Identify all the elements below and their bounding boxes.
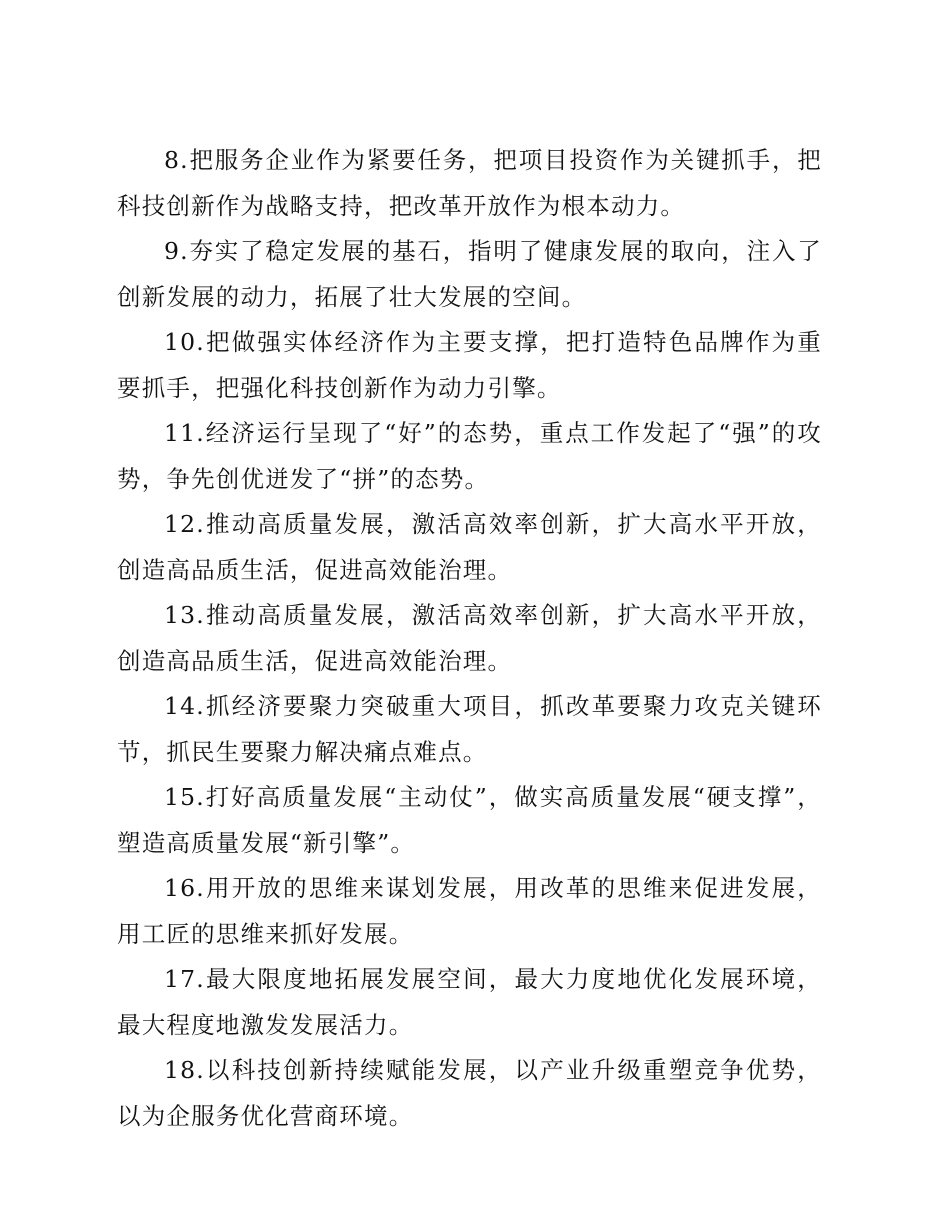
paragraph-18: 18.以科技创新持续赋能发展，以产业升级重塑竞争优势，以为企服务优化营商环境。 <box>117 1056 822 1130</box>
paragraph-17: 17.最大限度地拓展发展空间，最大力度地优化发展环境，最大程度地激发发展活力。 <box>117 965 822 1039</box>
paragraph-8: 8.把服务企业作为紧要任务，把项目投资作为关键抓手，把科技创新作为战略支持，把改革开放作为根本动力。 <box>117 146 822 220</box>
paragraph-13: 13.推动高质量发展，激活高效率创新，扩大高水平开放，创造高品质生活，促进高效能治理。 <box>117 601 822 675</box>
paragraph-16: 16.用开放的思维来谋划发展，用改革的思维来促进发展，用工匠的思维来抓好发展。 <box>117 874 822 948</box>
paragraph-15: 15.打好高质量发展“主动仗”，做实高质量发展“硬支撑”，塑造高质量发展“新引擎”。 <box>117 783 822 857</box>
paragraph-9: 9.夯实了稳定发展的基石，指明了健康发展的取向，注入了创新发展的动力，拓展了壮大发展的空间。 <box>117 237 822 311</box>
paragraph-14: 14.抓经济要聚力突破重大项目，抓改革要聚力攻克关键环节，抓民生要聚力解决痛点难点。 <box>117 692 822 766</box>
paragraph-12: 12.推动高质量发展，激活高效率创新，扩大高水平开放，创造高品质生活，促进高效能治理。 <box>117 510 822 584</box>
document-body <box>117 138 822 1139</box>
paragraph-11: 11.经济运行呈现了“好”的态势，重点工作发起了“强”的攻势，争先创优迸发了“拼”的态势。 <box>117 419 822 493</box>
paragraph-10: 10.把做强实体经济作为主要支撑，把打造特色品牌作为重要抓手，把强化科技创新作为动力引擎。 <box>117 328 822 402</box>
